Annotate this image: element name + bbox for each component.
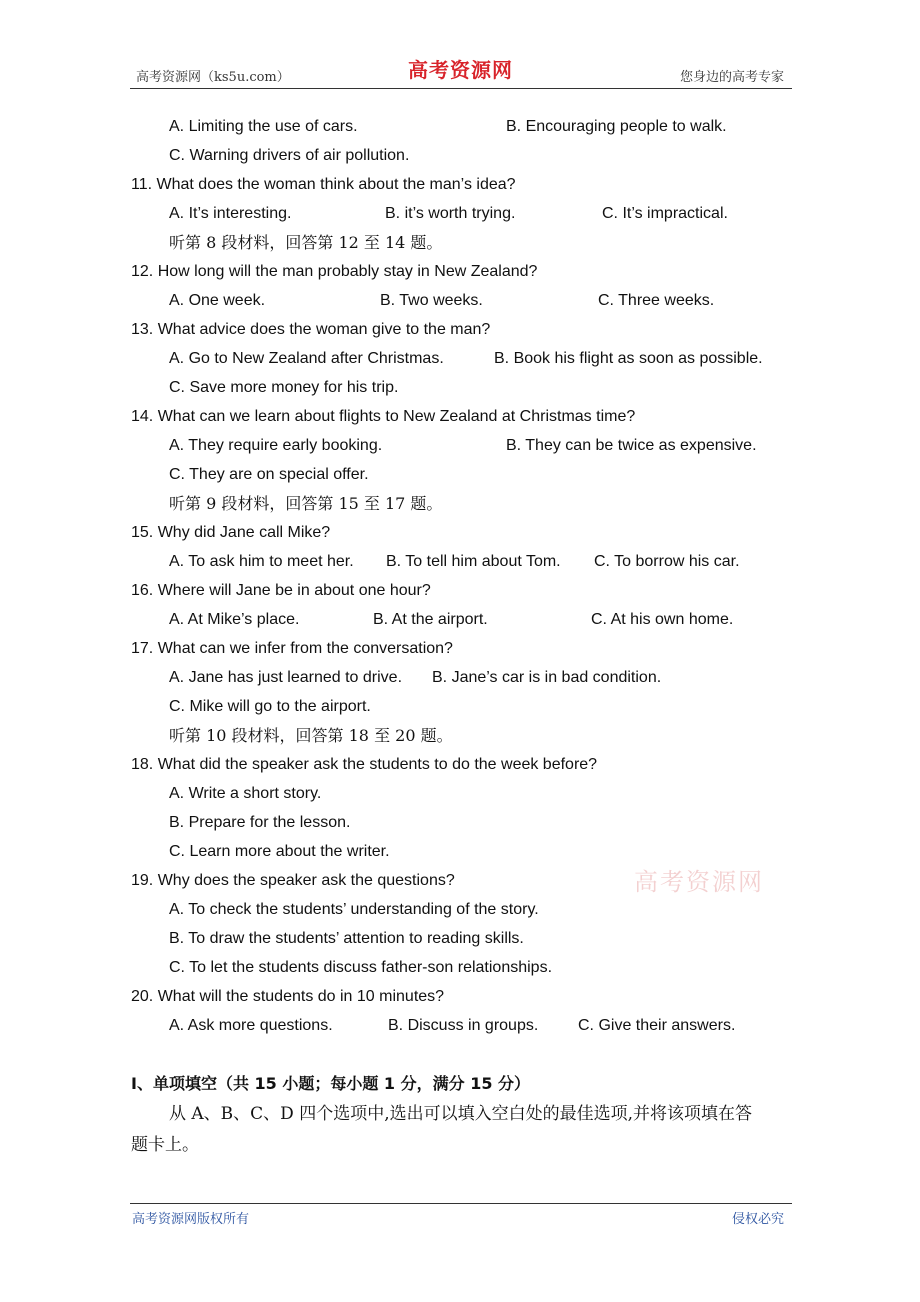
question-12: 12. How long will the man probably stay in New Zealand? <box>131 263 538 280</box>
question-13: 13. What advice does the woman give to the man? <box>131 321 491 338</box>
option-15b: B. To tell him about Tom. <box>386 553 561 570</box>
option-11c: C. It’s impractical. <box>602 205 728 222</box>
section-instruction-line-2: 题卡上。 <box>131 1135 199 1155</box>
option-13b: B. Book his flight as soon as possible. <box>494 350 763 367</box>
option-11a: A. It’s interesting. <box>169 205 292 222</box>
option-20c: C. Give their answers. <box>578 1017 736 1034</box>
option-15a: A. To ask him to meet her. <box>169 553 354 570</box>
option-14a: A. They require early booking. <box>169 437 383 454</box>
option-19b: B. To draw the students’ attention to reading skills. <box>169 930 524 947</box>
option-20a: A. Ask more questions. <box>169 1017 333 1034</box>
option-19c: C. To let the students discuss father-son relationships. <box>169 959 553 976</box>
question-17: 17. What can we infer from the conversation? <box>131 640 453 657</box>
option-20b: B. Discuss in groups. <box>388 1017 539 1034</box>
option-10c: C. Warning drivers of air pollution. <box>169 147 410 164</box>
option-12a: A. One week. <box>169 292 266 309</box>
option-13a: A. Go to New Zealand after Christmas. <box>169 350 444 367</box>
option-12c: C. Three weeks. <box>598 292 715 309</box>
section-instruction-8: 听第 8 段材料，回答第 12 至 14 题。 <box>169 233 443 252</box>
question-19: 19. Why does the speaker ask the questions? <box>131 872 455 889</box>
question-20: 20. What will the students do in 10 minutes? <box>131 988 445 1005</box>
watermark-logo: 高考资源网 <box>634 868 764 896</box>
footer-left-text: 高考资源网版权所有 <box>132 1212 250 1227</box>
option-16b: B. At the airport. <box>373 611 488 628</box>
header-logo: 高考资源网 <box>408 58 513 82</box>
option-14b: B. They can be twice as expensive. <box>506 437 757 454</box>
header-left-text: 高考资源网（ks5u.com） <box>136 70 290 85</box>
page-header <box>130 52 792 89</box>
option-17b: B. Jane’s car is in bad condition. <box>432 669 662 686</box>
option-15c: C. To borrow his car. <box>594 553 740 570</box>
section-instruction-10: 听第 10 段材料，回答第 18 至 20 题。 <box>169 726 453 745</box>
section-instruction-line-1: 从 A、B、C、D 四个选项中,选出可以填入空白处的最佳选项,并将该项填在答 <box>169 1104 753 1124</box>
option-17a: A. Jane has just learned to drive. <box>169 669 403 686</box>
option-16a: A. At Mike’s place. <box>169 611 300 628</box>
option-19a: A. To check the students’ understanding of the story. <box>169 901 539 918</box>
option-16c: C. At his own home. <box>591 611 734 628</box>
section-instruction-9: 听第 9 段材料，回答第 15 至 17 题。 <box>169 494 443 513</box>
option-18a: A. Write a short story. <box>169 785 322 802</box>
option-12b: B. Two weeks. <box>380 292 483 309</box>
section-title-single-choice: I、单项填空（共 15 小题；每小题 1 分，满分 15 分） <box>131 1074 531 1093</box>
footer-right-text: 侵权必究 <box>731 1212 784 1227</box>
option-18c: C. Learn more about the writer. <box>169 843 390 860</box>
option-10b: B. Encouraging people to walk. <box>506 118 727 135</box>
page-footer <box>130 1203 792 1227</box>
question-18: 18. What did the speaker ask the students to do the week before? <box>131 756 598 773</box>
option-13c: C. Save more money for his trip. <box>169 379 399 396</box>
question-15: 15. Why did Jane call Mike? <box>131 524 331 541</box>
header-right-text: 您身边的高考专家 <box>679 70 784 85</box>
question-14: 14. What can we learn about flights to New Zealand at Christmas time? <box>131 408 636 425</box>
option-17c: C. Mike will go to the airport. <box>169 698 371 715</box>
option-14c: C. They are on special offer. <box>169 466 369 483</box>
question-16: 16. Where will Jane be in about one hour? <box>131 582 431 599</box>
option-18b: B. Prepare for the lesson. <box>169 814 351 831</box>
option-10a: A. Limiting the use of cars. <box>169 118 358 135</box>
option-11b: B. it’s worth trying. <box>385 205 516 222</box>
question-11: 11. What does the woman think about the man’s idea? <box>131 176 516 193</box>
